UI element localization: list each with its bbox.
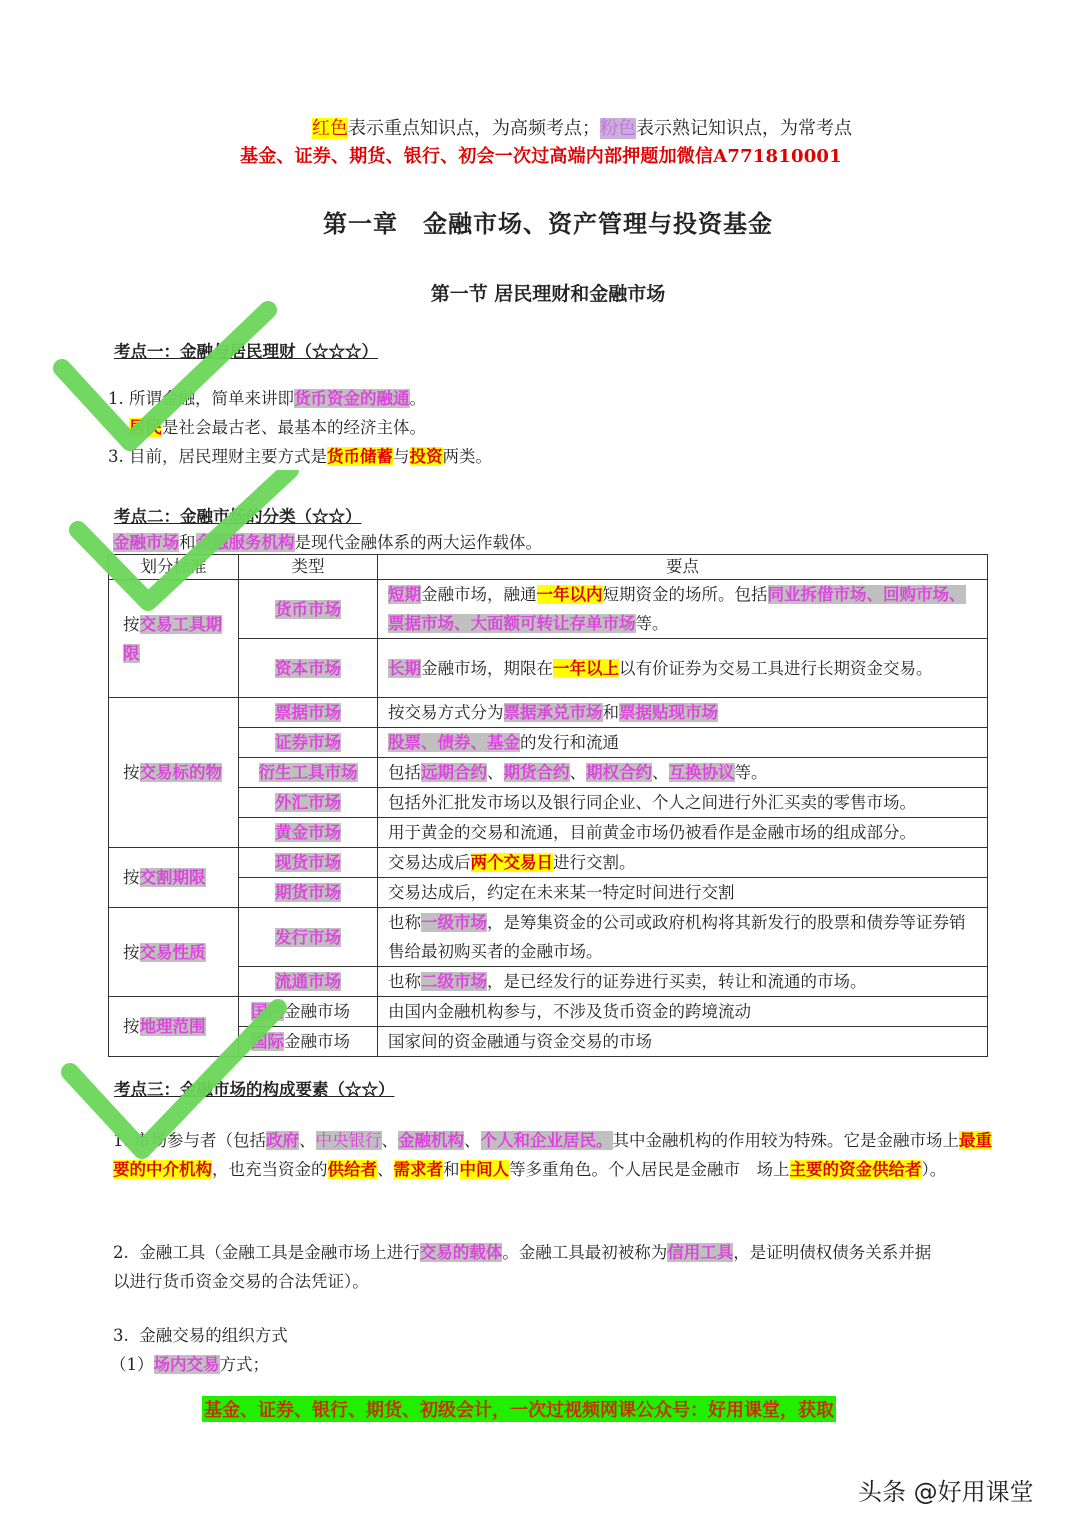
pink-highlight: 金融机构 [398,1131,464,1150]
pink-highlight: 货币市场 [275,599,341,619]
points-cell: 包括外汇批发市场以及银行同企业、个人之间进行外汇买卖的零售市场。 [378,788,988,818]
table-row [109,997,988,1027]
text: 。金融工具最初被称为 [502,1243,668,1262]
text: 金融市场，融通 [421,585,537,604]
header-points: 要点 [378,555,988,580]
text: 按 [123,614,140,634]
table-header-row [109,555,988,580]
criterion-cell [109,908,239,997]
table-row [109,698,988,728]
text: 和 [179,533,196,552]
text: 和 [443,1160,460,1179]
section-title: 第一节 居民理财和金融市场 [430,283,666,305]
text: 、 [377,1160,394,1179]
item-number: 2. [113,1243,129,1262]
points-cell [378,580,988,639]
type-cell [239,818,378,848]
kp1-item-1 [108,384,426,413]
text: 其中金融机构的作用较为特殊。它是金融市场上 [612,1131,959,1150]
text: 、 [487,763,504,782]
kp1-item-2 [108,413,426,442]
points-cell: 用于黄金的交易和流通，目前黄金市场仍被看作是金融市场的组成部分。 [378,818,988,848]
pink-highlight: 远期合约 [421,763,487,782]
item-number: （1） [110,1355,154,1374]
text: 、 [569,763,586,782]
pink-highlight: 期权合约 [586,763,652,782]
type-cell [239,878,378,908]
pink-highlight: 交易的载体 [419,1243,503,1262]
text: 、 [652,763,669,782]
legend-pink-label: 粉色 [600,118,636,139]
market-classification-table [108,554,988,1057]
type-cell [239,997,378,1027]
red-highlight: 最重要的中介机构 [113,1131,992,1179]
table-row [109,639,988,698]
pink-highlight: 国际 [251,1032,284,1051]
chapter-title: 第一章 金融市场、资产管理与投资基金 [323,209,773,238]
pink-highlight: 票据贴现市场 [619,703,718,722]
pink-highlight: 一级市场 [421,913,487,932]
text: 是现代金融体系的两大运作载体。 [294,533,542,552]
red-highlight: 一年以上 [553,658,619,678]
pink-highlight: 政府 [266,1131,299,1150]
type-cell [239,788,378,818]
table-row [109,878,988,908]
text: 的发行和流通 [520,733,619,752]
points-cell [378,728,988,758]
table-row [109,818,988,848]
text: 按 [123,763,140,782]
pink-highlight: 交割期限 [139,868,206,887]
text: 按 [123,942,140,962]
text: 金融市场 [284,1032,350,1051]
text: 是社会最古老、最基本的经济主体。 [162,418,426,437]
text: 也称 [388,972,421,991]
pink-highlight: 流通市场 [275,972,341,991]
table-row [109,728,988,758]
table-row [109,788,988,818]
points-cell [378,967,988,997]
text: 、 [299,1131,316,1150]
kp2-heading: 考点二：金融市场的分类（☆☆） [114,507,362,526]
text: 和 [602,703,619,722]
pink-highlight: 国内 [251,1002,284,1021]
red-highlight: 一年以内 [536,585,603,604]
pink-highlight: 发行市场 [275,927,341,947]
kp1-heading: 考点一：金融与居民理财（☆☆☆） [114,342,378,361]
text: 两类。 [442,447,492,466]
table-row [109,580,988,639]
pink-highlight: 同业拆借市场、回购市场、票据市场、大面额可转让存单市场 [388,585,966,633]
pink-highlight: 场内交易 [153,1355,220,1374]
text: 按交易方式分为 [388,703,504,722]
text: 。 [409,389,426,408]
points-cell [378,908,988,967]
type-cell [239,967,378,997]
red-highlight: 主要的资金供给者 [789,1160,922,1179]
promo-banner-bottom: 基金、证券、银行、期货、初级会计，一次过视频网课公众号：好用课堂，获取 [202,1396,836,1422]
text: 按 [123,868,140,887]
pink-highlight: 金融市场 [113,533,179,552]
type-cell [239,580,378,639]
text: ，也充当资金的 [212,1160,328,1179]
text: ，是筹集资金的公司或政府机构将其新发行的股票和债券等证券销售给最初购买者的金融市场。 [388,913,966,961]
text: 以有价证券为交易工具进行长期资金交易。 [619,658,933,678]
criterion-cell [109,848,239,908]
red-highlight: 货币储蓄 [327,447,393,466]
pink-highlight: 个人和企业居民。 [480,1131,613,1150]
text: 短期资金的场所。包括 [602,585,768,604]
text: 金融交易的组织方式 [139,1326,288,1345]
type-cell [239,1027,378,1057]
text: 市场参与者（包括 [134,1131,266,1150]
criterion-cell [109,698,239,848]
pink-highlight: 金融服务机构 [195,533,295,552]
text: 按 [123,1017,140,1036]
legend-red-desc: 表示重点知识点，为高频考点； [348,118,600,139]
pink-highlight: 交易工具期限 [123,614,222,663]
red-highlight: 投资 [409,447,443,466]
red-highlight: 居民 [129,418,162,437]
text: 进行交割。 [553,853,636,872]
item-number: 3. [113,1326,129,1345]
pink-highlight: 信用工具 [667,1243,734,1262]
text: 、 [464,1131,481,1150]
promo-banner-top: 基金、证券、期货、银行、初会一次过高端内部押题加微信A771810001 [240,146,842,167]
points-cell: 国家间的资金融通与资金交易的市场 [378,1027,988,1057]
text: 包括 [388,763,421,782]
header-criterion: 划分标准 [109,555,239,580]
header-type: 类型 [239,555,378,580]
item-number: 3. [108,447,124,466]
type-cell [239,698,378,728]
pink-highlight: 交易性质 [139,942,206,962]
kp3-heading: 考点三：金融市场的构成要素（☆☆） [114,1080,395,1099]
pink-highlight: 证券市场 [275,733,341,752]
pink-highlight: 股票、债券、基金 [388,733,520,752]
pink-highlight: 交易标的物 [139,763,222,782]
item-number: 1. [113,1131,129,1150]
type-cell [239,639,378,698]
kp3-item-2 [113,1238,943,1296]
table-row [109,908,988,967]
red-highlight: 需求者 [393,1160,443,1179]
text: 交易达成后 [388,853,471,872]
legend-pink-desc: 表示熟记知识点，为常考点 [636,118,852,139]
pink-highlight: 期货合约 [503,763,570,782]
points-cell [378,848,988,878]
text: 等多重角色。个人居民是金融市 场上 [509,1160,790,1179]
watermark: 头条 @好用课堂 [858,1478,1034,1506]
pink-highlight: 票据市场 [275,703,341,722]
pink-highlight: 中央银行 [315,1131,382,1150]
pink-highlight: 衍生工具市场 [258,763,358,782]
type-cell [239,758,378,788]
red-highlight: 中间人 [459,1160,509,1179]
type-cell [239,848,378,878]
table-row [109,967,988,997]
text: 、 [381,1131,398,1150]
text: 金融工具（金融工具是金融市场上进行 [139,1243,420,1262]
type-cell [239,728,378,758]
text: 目前，居民理财主要方式是 [129,447,327,466]
pink-highlight: 二级市场 [421,972,487,991]
table-row [109,758,988,788]
pink-highlight: 现货市场 [275,853,341,872]
text: ，是已经发行的证券进行买卖，转让和流通的市场。 [487,972,867,991]
table-row [109,848,988,878]
pink-highlight: 短期 [388,585,421,604]
red-highlight: 供给者 [327,1160,377,1179]
pink-highlight: 期货市场 [275,883,341,902]
item-number: 1. [108,389,124,408]
red-highlight: 两个交易日 [470,853,553,872]
text: 与 [393,447,410,466]
pink-highlight: 票据承兑市场 [503,703,603,722]
kp2-intro [113,528,542,557]
text: 等。 [635,614,669,633]
pink-highlight: 互换协议 [668,763,735,782]
points-cell: 由国内金融机构参与，不涉及货币资金的跨境流动 [378,997,988,1027]
table-row [109,1027,988,1057]
legend-red-label: 红色 [312,118,348,139]
text: 等。 [734,763,768,782]
pink-highlight: 资本市场 [275,658,341,678]
pink-highlight: 地理范围 [139,1017,206,1036]
text: ，是证明债权债务关系并据以进行货币资金交易的合法凭证）。 [113,1243,932,1291]
pink-highlight: 长期 [388,658,421,678]
points-cell [378,698,988,728]
points-cell [378,758,988,788]
text: 金融市场，期限在 [421,658,553,678]
pink-highlight: 货币资金的融通 [294,389,410,408]
criterion-cell [109,580,239,698]
type-cell [239,908,378,967]
kp3-item-1 [113,1126,993,1184]
kp3-item-3-sub-1 [110,1350,269,1379]
text: 也称 [388,913,421,932]
text: 金融市场 [284,1002,350,1021]
text: 所谓金融，简单来讲即 [129,389,294,408]
criterion-cell [109,997,239,1057]
text: 方式； [219,1355,269,1374]
kp1-item-3 [108,442,492,471]
kp3-item-3 [113,1321,288,1350]
pink-highlight: 外汇市场 [275,793,341,812]
points-cell [378,639,988,698]
pink-highlight: 黄金市场 [275,823,341,842]
text: ）。 [921,1160,947,1179]
points-cell: 交易达成后，约定在未来某一特定时间进行交割 [378,878,988,908]
